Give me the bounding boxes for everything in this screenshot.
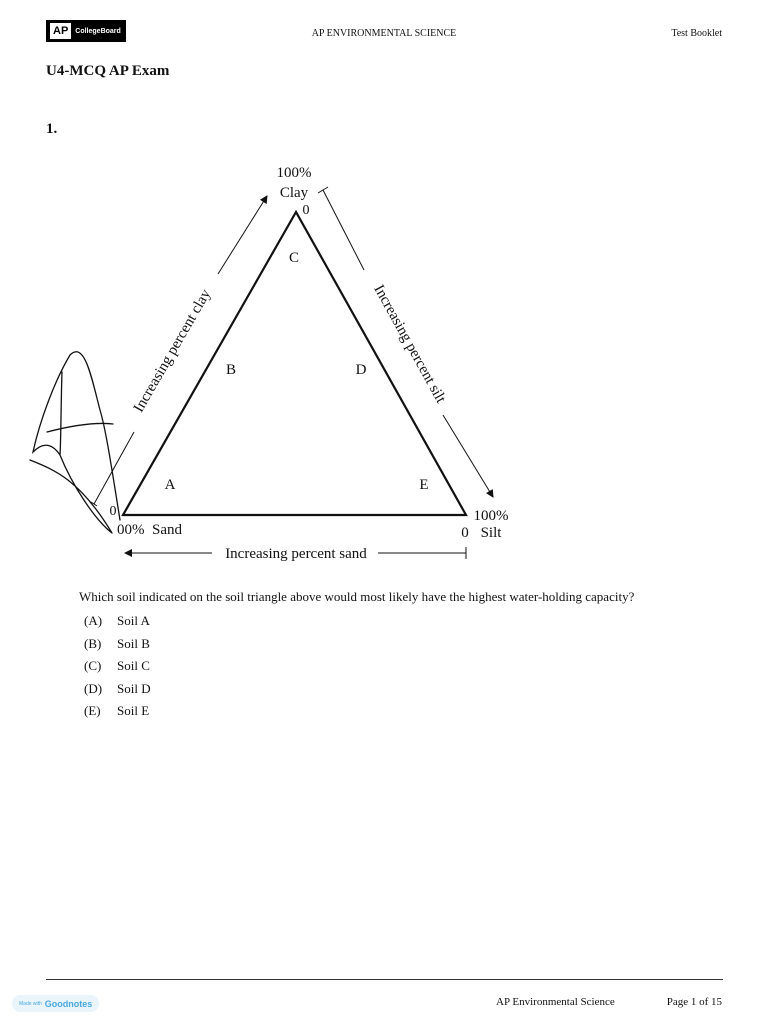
goodnotes-badge-prefix: Made with	[19, 1000, 42, 1007]
silt-vertex-percent: 100%	[473, 508, 509, 524]
region-label-d: D	[355, 362, 367, 378]
page-number: Page 1 of 15	[666, 996, 722, 1008]
choice-a[interactable]	[84, 612, 151, 635]
header-subject: AP ENVIRONMENTAL SCIENCE	[311, 28, 457, 39]
college-board-logo-text: CollegeBoard	[75, 27, 121, 35]
choice-b[interactable]	[84, 635, 151, 658]
choice-letter: (C)	[84, 658, 102, 674]
silt-axis-lower-line	[443, 415, 493, 497]
ap-logo-text: AP	[50, 23, 71, 39]
choice-d[interactable]	[84, 680, 151, 703]
sand-vertex-name: Sand	[152, 522, 182, 538]
goodnotes-badge-name: Goodnotes	[44, 998, 93, 1009]
choice-letter: (E)	[84, 703, 101, 719]
ink-scribble	[30, 352, 120, 533]
sand-vertex-percent: 00%	[117, 522, 145, 538]
choice-text: Soil D	[117, 680, 151, 696]
question-text: Which soil indicated on the soil triangle above would most likely have the highest water-holding capacity?	[79, 589, 635, 604]
choice-letter: (A)	[84, 613, 103, 628]
choice-letter: (D)	[84, 680, 103, 696]
clay-vertex-zero: 0	[302, 203, 310, 218]
region-label-a: A	[164, 477, 176, 493]
region-label-c: C	[288, 250, 300, 266]
choice-letter: (B)	[84, 635, 102, 651]
header-booklet: Test Booklet	[671, 28, 722, 39]
footer-subject: AP Environmental Science	[496, 996, 615, 1008]
sand-vertex-zero: 0	[109, 504, 117, 519]
silt-axis-label: Increasing percent silt	[370, 282, 449, 406]
region-label-e: E	[419, 477, 429, 493]
choice-text: Soil B	[117, 635, 150, 651]
clay-axis-lower-line	[94, 432, 134, 504]
clay-vertex-percent: 100%	[276, 165, 312, 181]
choice-text: Soil A	[117, 613, 150, 628]
clay-vertex-name: Clay	[279, 185, 309, 201]
clay-axis-label: Increasing percent clay	[130, 286, 215, 416]
choice-text: Soil C	[117, 658, 150, 674]
choice-c[interactable]	[84, 657, 151, 680]
region-label-b: B	[225, 362, 237, 378]
clay-axis-upper-line	[218, 196, 267, 274]
answer-choices	[84, 612, 151, 725]
choice-e[interactable]	[84, 702, 151, 725]
exam-title: U4-MCQ AP Exam	[46, 63, 170, 79]
question-number: 1.	[46, 121, 58, 137]
silt-axis-upper-line	[323, 190, 364, 270]
choice-text: Soil E	[117, 703, 150, 719]
goodnotes-badge[interactable]	[12, 995, 99, 1012]
silt-vertex-name: Silt	[480, 525, 502, 541]
sand-axis-label: Increasing percent sand	[225, 546, 367, 562]
silt-vertex-zero: 0	[461, 525, 469, 541]
footer-divider	[46, 979, 723, 980]
